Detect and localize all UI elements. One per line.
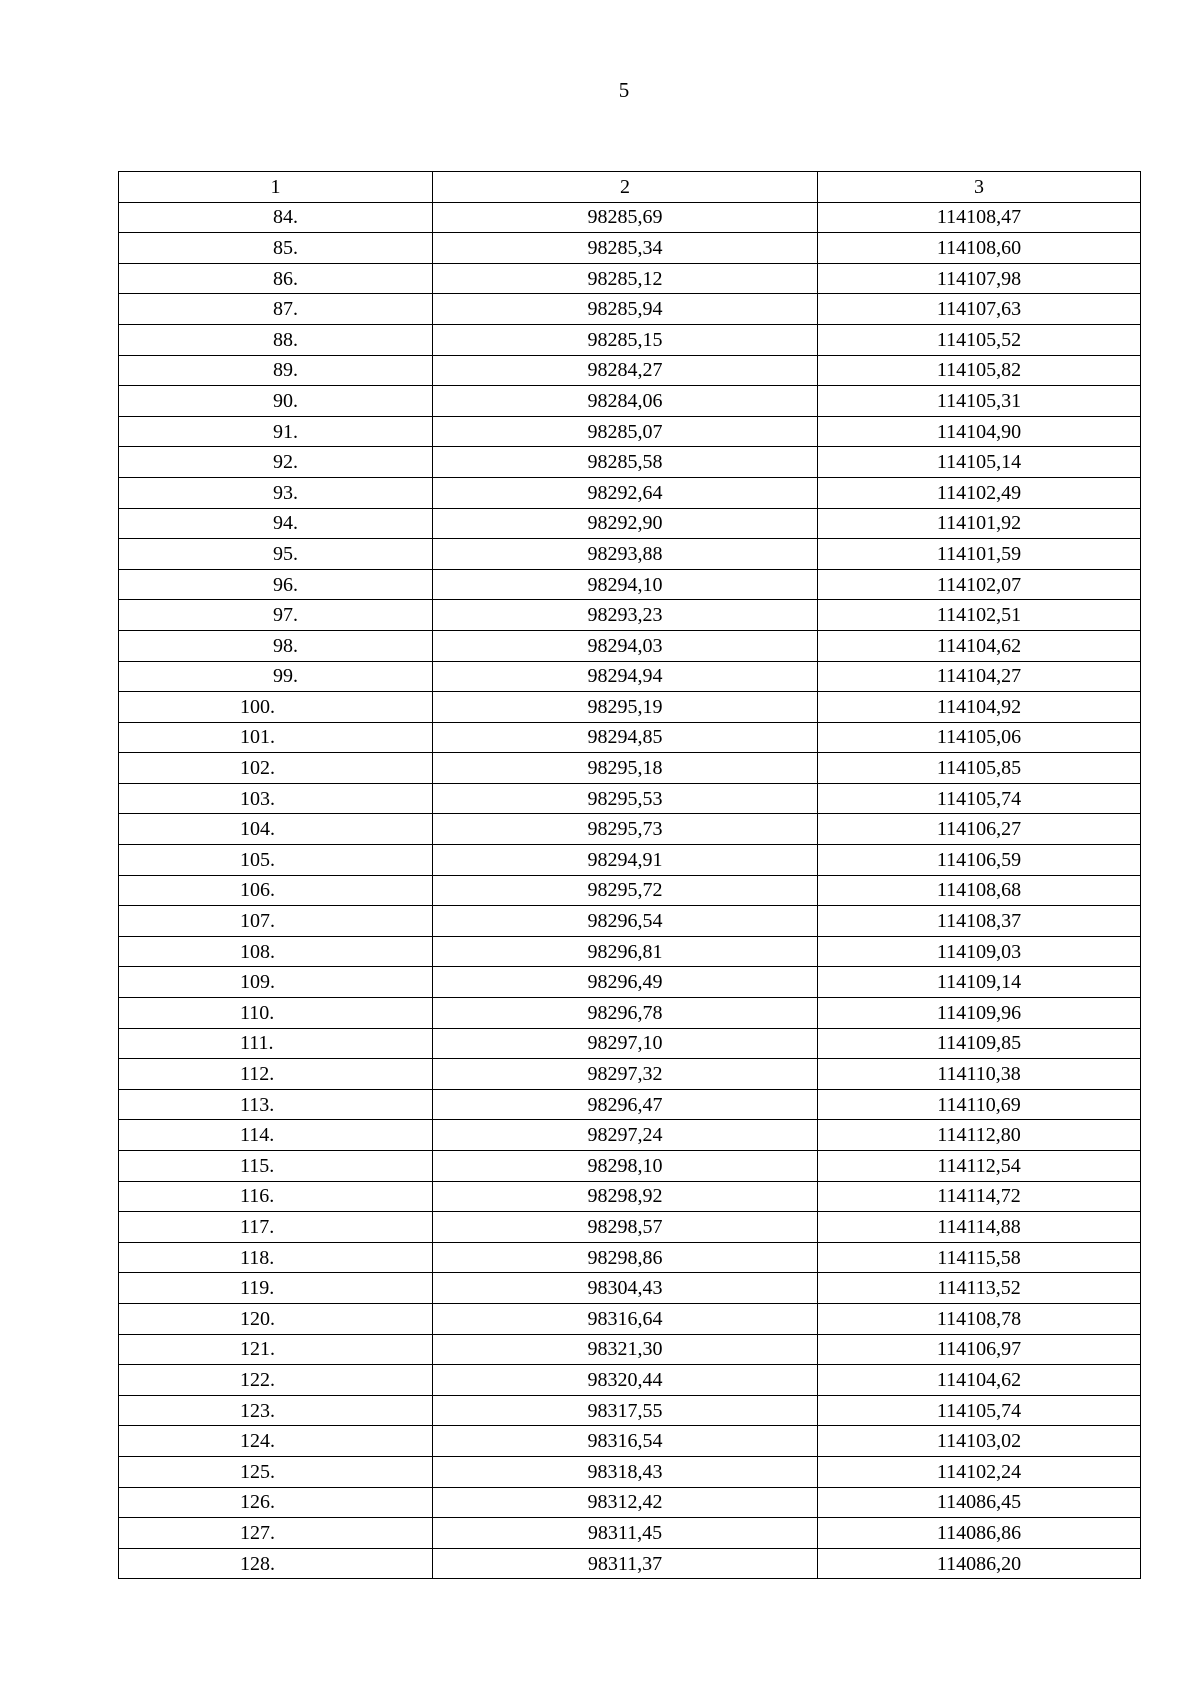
coordinate-y-cell: 114102,07 bbox=[818, 569, 1141, 600]
coordinate-y-cell: 114109,03 bbox=[818, 936, 1141, 967]
point-number-cell: 88. bbox=[119, 324, 433, 355]
table-row bbox=[119, 1334, 1141, 1365]
coordinate-y-cell: 114105,06 bbox=[818, 722, 1141, 753]
table-body bbox=[119, 202, 1141, 1579]
point-number-cell: 117. bbox=[119, 1212, 433, 1243]
point-number-cell: 124. bbox=[119, 1426, 433, 1457]
table-row bbox=[119, 1426, 1141, 1457]
point-number-cell: 125. bbox=[119, 1456, 433, 1487]
point-number-cell: 116. bbox=[119, 1181, 433, 1212]
coordinate-x-cell: 98316,54 bbox=[433, 1426, 818, 1457]
coordinate-x-cell: 98298,57 bbox=[433, 1212, 818, 1243]
coordinate-x-cell: 98298,10 bbox=[433, 1151, 818, 1182]
coordinate-x-cell: 98295,18 bbox=[433, 753, 818, 784]
table-row bbox=[119, 1059, 1141, 1090]
coordinate-x-cell: 98321,30 bbox=[433, 1334, 818, 1365]
coordinate-y-cell: 114114,72 bbox=[818, 1181, 1141, 1212]
point-number-cell: 114. bbox=[119, 1120, 433, 1151]
coordinate-x-cell: 98296,78 bbox=[433, 998, 818, 1029]
table-row bbox=[119, 692, 1141, 723]
point-number-cell: 126. bbox=[119, 1487, 433, 1518]
coordinate-x-cell: 98298,86 bbox=[433, 1242, 818, 1273]
coordinate-x-cell: 98304,43 bbox=[433, 1273, 818, 1304]
table-row bbox=[119, 906, 1141, 937]
coordinate-y-cell: 114109,85 bbox=[818, 1028, 1141, 1059]
coordinate-y-cell: 114106,27 bbox=[818, 814, 1141, 845]
point-number-cell: 115. bbox=[119, 1151, 433, 1182]
point-number-cell: 128. bbox=[119, 1548, 433, 1579]
coordinate-x-cell: 98297,24 bbox=[433, 1120, 818, 1151]
coordinate-y-cell: 114104,62 bbox=[818, 1365, 1141, 1396]
table-row bbox=[119, 447, 1141, 478]
point-number-cell: 100. bbox=[119, 692, 433, 723]
coordinate-y-cell: 114114,88 bbox=[818, 1212, 1141, 1243]
coordinate-y-cell: 114104,27 bbox=[818, 661, 1141, 692]
point-number-cell: 103. bbox=[119, 783, 433, 814]
point-number-cell: 121. bbox=[119, 1334, 433, 1365]
coordinate-y-cell: 114106,97 bbox=[818, 1334, 1141, 1365]
table-row bbox=[119, 202, 1141, 233]
coordinate-y-cell: 114101,92 bbox=[818, 508, 1141, 539]
coordinate-y-cell: 114110,38 bbox=[818, 1059, 1141, 1090]
coordinate-x-cell: 98296,81 bbox=[433, 936, 818, 967]
point-number-cell: 99. bbox=[119, 661, 433, 692]
point-number-cell: 122. bbox=[119, 1365, 433, 1396]
table-row bbox=[119, 875, 1141, 906]
table-row bbox=[119, 1212, 1141, 1243]
coordinate-x-cell: 98294,91 bbox=[433, 845, 818, 876]
coordinate-y-cell: 114105,14 bbox=[818, 447, 1141, 478]
coordinate-x-cell: 98285,69 bbox=[433, 202, 818, 233]
coordinate-y-cell: 114105,82 bbox=[818, 355, 1141, 386]
coordinate-y-cell: 114110,69 bbox=[818, 1089, 1141, 1120]
point-number-cell: 102. bbox=[119, 753, 433, 784]
point-number-cell: 123. bbox=[119, 1395, 433, 1426]
coordinate-y-cell: 114108,78 bbox=[818, 1303, 1141, 1334]
coordinate-x-cell: 98316,64 bbox=[433, 1303, 818, 1334]
column-header-3: 3 bbox=[818, 172, 1141, 203]
coordinate-y-cell: 114105,31 bbox=[818, 386, 1141, 417]
table-row bbox=[119, 1456, 1141, 1487]
coordinate-y-cell: 114105,85 bbox=[818, 753, 1141, 784]
coordinate-y-cell: 114105,74 bbox=[818, 783, 1141, 814]
table-row bbox=[119, 1518, 1141, 1549]
table-row bbox=[119, 630, 1141, 661]
table-row bbox=[119, 967, 1141, 998]
point-number-cell: 93. bbox=[119, 477, 433, 508]
table-row bbox=[119, 600, 1141, 631]
coordinate-y-cell: 114108,68 bbox=[818, 875, 1141, 906]
coordinate-y-cell: 114107,63 bbox=[818, 294, 1141, 325]
coordinate-x-cell: 98312,42 bbox=[433, 1487, 818, 1518]
point-number-cell: 84. bbox=[119, 202, 433, 233]
table-row bbox=[119, 1395, 1141, 1426]
table-row bbox=[119, 1120, 1141, 1151]
point-number-cell: 110. bbox=[119, 998, 433, 1029]
point-number-cell: 112. bbox=[119, 1059, 433, 1090]
point-number-cell: 92. bbox=[119, 447, 433, 478]
table-row bbox=[119, 416, 1141, 447]
coordinate-y-cell: 114108,60 bbox=[818, 233, 1141, 264]
coordinate-x-cell: 98298,92 bbox=[433, 1181, 818, 1212]
coordinate-x-cell: 98294,03 bbox=[433, 630, 818, 661]
page-number: 5 bbox=[618, 78, 630, 102]
point-number-cell: 96. bbox=[119, 569, 433, 600]
table-row bbox=[119, 998, 1141, 1029]
table-row bbox=[119, 1181, 1141, 1212]
coordinate-x-cell: 98285,07 bbox=[433, 416, 818, 447]
table-row bbox=[119, 1242, 1141, 1273]
point-number-cell: 89. bbox=[119, 355, 433, 386]
table-row bbox=[119, 569, 1141, 600]
coordinate-y-cell: 114102,49 bbox=[818, 477, 1141, 508]
point-number-cell: 127. bbox=[119, 1518, 433, 1549]
table-header-row bbox=[119, 172, 1141, 203]
point-number-cell: 113. bbox=[119, 1089, 433, 1120]
column-header-2: 2 bbox=[433, 172, 818, 203]
coordinate-y-cell: 114108,37 bbox=[818, 906, 1141, 937]
coordinate-x-cell: 98296,47 bbox=[433, 1089, 818, 1120]
point-number-cell: 98. bbox=[119, 630, 433, 661]
coordinates-table bbox=[118, 171, 1141, 1579]
table-row bbox=[119, 263, 1141, 294]
coordinate-y-cell: 114102,24 bbox=[818, 1456, 1141, 1487]
coordinate-y-cell: 114112,80 bbox=[818, 1120, 1141, 1151]
point-number-cell: 106. bbox=[119, 875, 433, 906]
coordinate-x-cell: 98296,49 bbox=[433, 967, 818, 998]
point-number-cell: 118. bbox=[119, 1242, 433, 1273]
point-number-cell: 97. bbox=[119, 600, 433, 631]
coordinate-x-cell: 98320,44 bbox=[433, 1365, 818, 1396]
point-number-cell: 91. bbox=[119, 416, 433, 447]
coordinate-x-cell: 98311,37 bbox=[433, 1548, 818, 1579]
point-number-cell: 85. bbox=[119, 233, 433, 264]
table-row bbox=[119, 355, 1141, 386]
coordinate-y-cell: 114112,54 bbox=[818, 1151, 1141, 1182]
coordinate-x-cell: 98285,58 bbox=[433, 447, 818, 478]
coordinate-y-cell: 114108,47 bbox=[818, 202, 1141, 233]
coordinate-x-cell: 98297,32 bbox=[433, 1059, 818, 1090]
coordinate-y-cell: 114102,51 bbox=[818, 600, 1141, 631]
coordinate-x-cell: 98317,55 bbox=[433, 1395, 818, 1426]
coordinate-y-cell: 114109,14 bbox=[818, 967, 1141, 998]
coordinate-x-cell: 98295,53 bbox=[433, 783, 818, 814]
coordinate-x-cell: 98294,10 bbox=[433, 569, 818, 600]
table-row bbox=[119, 1151, 1141, 1182]
point-number-cell: 119. bbox=[119, 1273, 433, 1304]
point-number-cell: 94. bbox=[119, 508, 433, 539]
coordinate-y-cell: 114104,92 bbox=[818, 692, 1141, 723]
coordinate-x-cell: 98295,72 bbox=[433, 875, 818, 906]
point-number-cell: 95. bbox=[119, 539, 433, 570]
table-row bbox=[119, 1273, 1141, 1304]
table-row bbox=[119, 477, 1141, 508]
point-number-cell: 86. bbox=[119, 263, 433, 294]
table-row bbox=[119, 539, 1141, 570]
point-number-cell: 104. bbox=[119, 814, 433, 845]
table-row bbox=[119, 508, 1141, 539]
table-row bbox=[119, 1548, 1141, 1579]
coordinate-y-cell: 114101,59 bbox=[818, 539, 1141, 570]
table-row bbox=[119, 936, 1141, 967]
table-row bbox=[119, 386, 1141, 417]
table-row bbox=[119, 294, 1141, 325]
table-row bbox=[119, 814, 1141, 845]
coordinate-y-cell: 114105,52 bbox=[818, 324, 1141, 355]
table-row bbox=[119, 1303, 1141, 1334]
coordinate-x-cell: 98293,88 bbox=[433, 539, 818, 570]
table-row bbox=[119, 783, 1141, 814]
table-row bbox=[119, 1028, 1141, 1059]
point-number-cell: 109. bbox=[119, 967, 433, 998]
table-row bbox=[119, 233, 1141, 264]
table-row bbox=[119, 753, 1141, 784]
coordinate-x-cell: 98318,43 bbox=[433, 1456, 818, 1487]
table-row bbox=[119, 324, 1141, 355]
point-number-cell: 90. bbox=[119, 386, 433, 417]
coordinate-y-cell: 114086,20 bbox=[818, 1548, 1141, 1579]
coordinate-x-cell: 98292,90 bbox=[433, 508, 818, 539]
coordinate-y-cell: 114106,59 bbox=[818, 845, 1141, 876]
point-number-cell: 105. bbox=[119, 845, 433, 876]
table-row bbox=[119, 1365, 1141, 1396]
coordinate-y-cell: 114115,58 bbox=[818, 1242, 1141, 1273]
coordinate-y-cell: 114113,52 bbox=[818, 1273, 1141, 1304]
table-row bbox=[119, 1089, 1141, 1120]
coordinate-x-cell: 98293,23 bbox=[433, 600, 818, 631]
table-row bbox=[119, 722, 1141, 753]
point-number-cell: 111. bbox=[119, 1028, 433, 1059]
coordinate-x-cell: 98285,94 bbox=[433, 294, 818, 325]
coordinate-y-cell: 114104,62 bbox=[818, 630, 1141, 661]
coordinate-x-cell: 98292,64 bbox=[433, 477, 818, 508]
coordinate-x-cell: 98285,34 bbox=[433, 233, 818, 264]
coordinate-y-cell: 114103,02 bbox=[818, 1426, 1141, 1457]
coordinate-x-cell: 98284,06 bbox=[433, 386, 818, 417]
coordinate-x-cell: 98294,85 bbox=[433, 722, 818, 753]
coordinate-x-cell: 98284,27 bbox=[433, 355, 818, 386]
coordinate-x-cell: 98295,73 bbox=[433, 814, 818, 845]
table-row bbox=[119, 1487, 1141, 1518]
coordinate-y-cell: 114105,74 bbox=[818, 1395, 1141, 1426]
point-number-cell: 87. bbox=[119, 294, 433, 325]
table-row bbox=[119, 845, 1141, 876]
coordinate-y-cell: 114086,86 bbox=[818, 1518, 1141, 1549]
point-number-cell: 120. bbox=[119, 1303, 433, 1334]
coordinate-x-cell: 98297,10 bbox=[433, 1028, 818, 1059]
coordinate-y-cell: 114109,96 bbox=[818, 998, 1141, 1029]
coordinate-y-cell: 114086,45 bbox=[818, 1487, 1141, 1518]
point-number-cell: 108. bbox=[119, 936, 433, 967]
coordinate-x-cell: 98285,12 bbox=[433, 263, 818, 294]
coordinate-x-cell: 98294,94 bbox=[433, 661, 818, 692]
coordinate-x-cell: 98311,45 bbox=[433, 1518, 818, 1549]
coordinate-y-cell: 114104,90 bbox=[818, 416, 1141, 447]
coordinate-y-cell: 114107,98 bbox=[818, 263, 1141, 294]
coordinate-x-cell: 98296,54 bbox=[433, 906, 818, 937]
point-number-cell: 107. bbox=[119, 906, 433, 937]
coordinate-x-cell: 98295,19 bbox=[433, 692, 818, 723]
table-row bbox=[119, 661, 1141, 692]
point-number-cell: 101. bbox=[119, 722, 433, 753]
column-header-1: 1 bbox=[119, 172, 433, 203]
coordinate-x-cell: 98285,15 bbox=[433, 324, 818, 355]
